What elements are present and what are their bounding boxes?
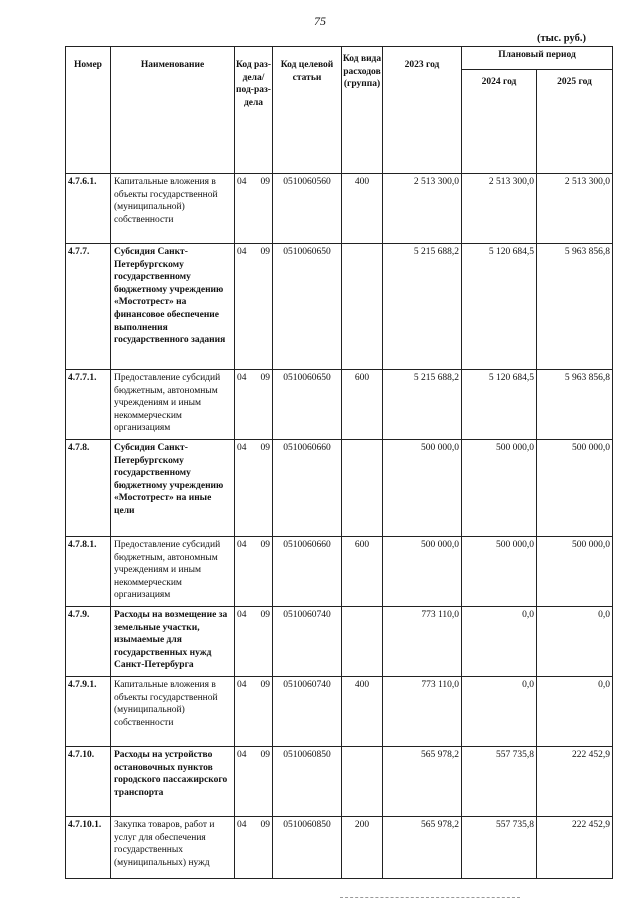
row-name: Капитальные вложения в объекты государственной (муниципальной) собственности bbox=[111, 677, 235, 747]
header-vr: Код вида расходов (группа) bbox=[342, 47, 383, 174]
page-number: 75 bbox=[314, 14, 326, 28]
row-vr bbox=[342, 244, 383, 370]
row-csr: 0510060650 bbox=[273, 370, 342, 440]
table-row bbox=[66, 440, 613, 537]
row-section-code: 04 bbox=[237, 247, 247, 257]
header-number: Номер bbox=[66, 47, 111, 174]
row-section-code: 04 bbox=[237, 610, 247, 620]
row-name: Капитальные вложения в объекты государственной (муниципальной) собственности bbox=[111, 174, 235, 244]
row-section-code: 04 bbox=[237, 443, 247, 453]
row-2023: 773 110,0 bbox=[383, 607, 462, 677]
row-vr: 600 bbox=[342, 370, 383, 440]
row-section bbox=[235, 817, 273, 879]
row-subsection-code: 09 bbox=[260, 247, 270, 257]
row-2025: 500 000,0 bbox=[537, 537, 613, 607]
table-row bbox=[66, 537, 613, 607]
row-section-code: 04 bbox=[237, 373, 247, 383]
row-2023: 500 000,0 bbox=[383, 537, 462, 607]
row-2024: 500 000,0 bbox=[462, 537, 537, 607]
row-name: Субсидия Санкт-Петербургскому государственному бюджетному учреждению «Мостотрест» на финансовое обеспечение выполнения государственного задания bbox=[111, 244, 235, 370]
row-name: Субсидия Санкт-Петербургскому государственному бюджетному учреждению «Мостотрест» на иные цели bbox=[111, 440, 235, 537]
row-2023: 5 215 688,2 bbox=[383, 244, 462, 370]
row-2024: 5 120 684,5 bbox=[462, 244, 537, 370]
row-section bbox=[235, 440, 273, 537]
row-2024: 2 513 300,0 bbox=[462, 174, 537, 244]
row-section-code: 04 bbox=[237, 177, 247, 187]
row-number: 4.7.6.1. bbox=[66, 174, 111, 244]
row-vr: 600 bbox=[342, 537, 383, 607]
row-number: 4.7.7. bbox=[66, 244, 111, 370]
table-row bbox=[66, 817, 613, 879]
row-name: Предоставление субсидий бюджетным, автономным учреждениям и иным некоммерческим организациям bbox=[111, 537, 235, 607]
row-number: 4.7.9.1. bbox=[66, 677, 111, 747]
row-vr bbox=[342, 747, 383, 817]
header-2023: 2023 год bbox=[383, 47, 462, 174]
row-number: 4.7.9. bbox=[66, 607, 111, 677]
row-2025: 0,0 bbox=[537, 607, 613, 677]
row-subsection-code: 09 bbox=[260, 750, 270, 760]
row-name: Расходы на возмещение за земельные участки, изымаемые для государственных нужд Санкт-Петербурга bbox=[111, 607, 235, 677]
budget-table bbox=[65, 46, 613, 879]
row-csr: 0510060660 bbox=[273, 440, 342, 537]
row-2024: 5 120 684,5 bbox=[462, 370, 537, 440]
row-section bbox=[235, 537, 273, 607]
row-2023: 500 000,0 bbox=[383, 440, 462, 537]
row-number: 4.7.10. bbox=[66, 747, 111, 817]
row-section bbox=[235, 607, 273, 677]
row-section bbox=[235, 370, 273, 440]
row-csr: 0510060740 bbox=[273, 677, 342, 747]
table-row bbox=[66, 607, 613, 677]
row-section bbox=[235, 174, 273, 244]
row-subsection-code: 09 bbox=[260, 680, 270, 690]
header-2025: 2025 год bbox=[537, 69, 613, 173]
footer-divider bbox=[340, 897, 520, 900]
table-row bbox=[66, 174, 613, 244]
row-subsection-code: 09 bbox=[260, 610, 270, 620]
row-section-code: 04 bbox=[237, 820, 247, 830]
table-row bbox=[66, 677, 613, 747]
header-section: Код раз-дела/ под-раз-дела bbox=[235, 47, 273, 174]
row-csr: 0510060850 bbox=[273, 747, 342, 817]
units-label: (тыс. руб.) bbox=[537, 33, 586, 44]
row-section bbox=[235, 747, 273, 817]
row-section-code: 04 bbox=[237, 540, 247, 550]
row-subsection-code: 09 bbox=[260, 540, 270, 550]
row-name: Предоставление субсидий бюджетным, автономным учреждениям и иным некоммерческим организациям bbox=[111, 370, 235, 440]
row-number: 4.7.8.1. bbox=[66, 537, 111, 607]
row-2023: 5 215 688,2 bbox=[383, 370, 462, 440]
row-2024: 0,0 bbox=[462, 607, 537, 677]
header-plan-period: Плановый период bbox=[462, 47, 613, 70]
row-csr: 0510060560 bbox=[273, 174, 342, 244]
row-2023: 565 978,2 bbox=[383, 747, 462, 817]
row-2024: 557 735,8 bbox=[462, 817, 537, 879]
row-2025: 5 963 856,8 bbox=[537, 244, 613, 370]
row-vr: 200 bbox=[342, 817, 383, 879]
row-2025: 222 452,9 bbox=[537, 747, 613, 817]
header-name: Наименование bbox=[111, 47, 235, 174]
table-row bbox=[66, 370, 613, 440]
row-vr bbox=[342, 440, 383, 537]
row-csr: 0510060660 bbox=[273, 537, 342, 607]
row-2025: 0,0 bbox=[537, 677, 613, 747]
row-number: 4.7.10.1. bbox=[66, 817, 111, 879]
row-section-code: 04 bbox=[237, 750, 247, 760]
table-row bbox=[66, 244, 613, 370]
table-row bbox=[66, 747, 613, 817]
row-2024: 557 735,8 bbox=[462, 747, 537, 817]
row-2023: 773 110,0 bbox=[383, 677, 462, 747]
row-2025: 500 000,0 bbox=[537, 440, 613, 537]
row-subsection-code: 09 bbox=[260, 443, 270, 453]
row-section bbox=[235, 244, 273, 370]
row-subsection-code: 09 bbox=[260, 373, 270, 383]
row-2025: 222 452,9 bbox=[537, 817, 613, 879]
row-number: 4.7.7.1. bbox=[66, 370, 111, 440]
row-2024: 0,0 bbox=[462, 677, 537, 747]
row-vr: 400 bbox=[342, 677, 383, 747]
row-subsection-code: 09 bbox=[260, 177, 270, 187]
row-csr: 0510060740 bbox=[273, 607, 342, 677]
row-name: Закупка товаров, работ и услуг для обеспечения государственных (муниципальных) нужд bbox=[111, 817, 235, 879]
row-number: 4.7.8. bbox=[66, 440, 111, 537]
header-csr: Код целевой статьи bbox=[273, 47, 342, 174]
row-2024: 500 000,0 bbox=[462, 440, 537, 537]
row-section bbox=[235, 677, 273, 747]
row-vr bbox=[342, 607, 383, 677]
row-2025: 5 963 856,8 bbox=[537, 370, 613, 440]
row-subsection-code: 09 bbox=[260, 820, 270, 830]
row-section-code: 04 bbox=[237, 680, 247, 690]
row-csr: 0510060650 bbox=[273, 244, 342, 370]
row-vr: 400 bbox=[342, 174, 383, 244]
row-2025: 2 513 300,0 bbox=[537, 174, 613, 244]
header-2024: 2024 год bbox=[462, 69, 537, 173]
row-csr: 0510060850 bbox=[273, 817, 342, 879]
row-2023: 565 978,2 bbox=[383, 817, 462, 879]
row-name: Расходы на устройство остановочных пунктов городского пассажирского транспорта bbox=[111, 747, 235, 817]
row-2023: 2 513 300,0 bbox=[383, 174, 462, 244]
